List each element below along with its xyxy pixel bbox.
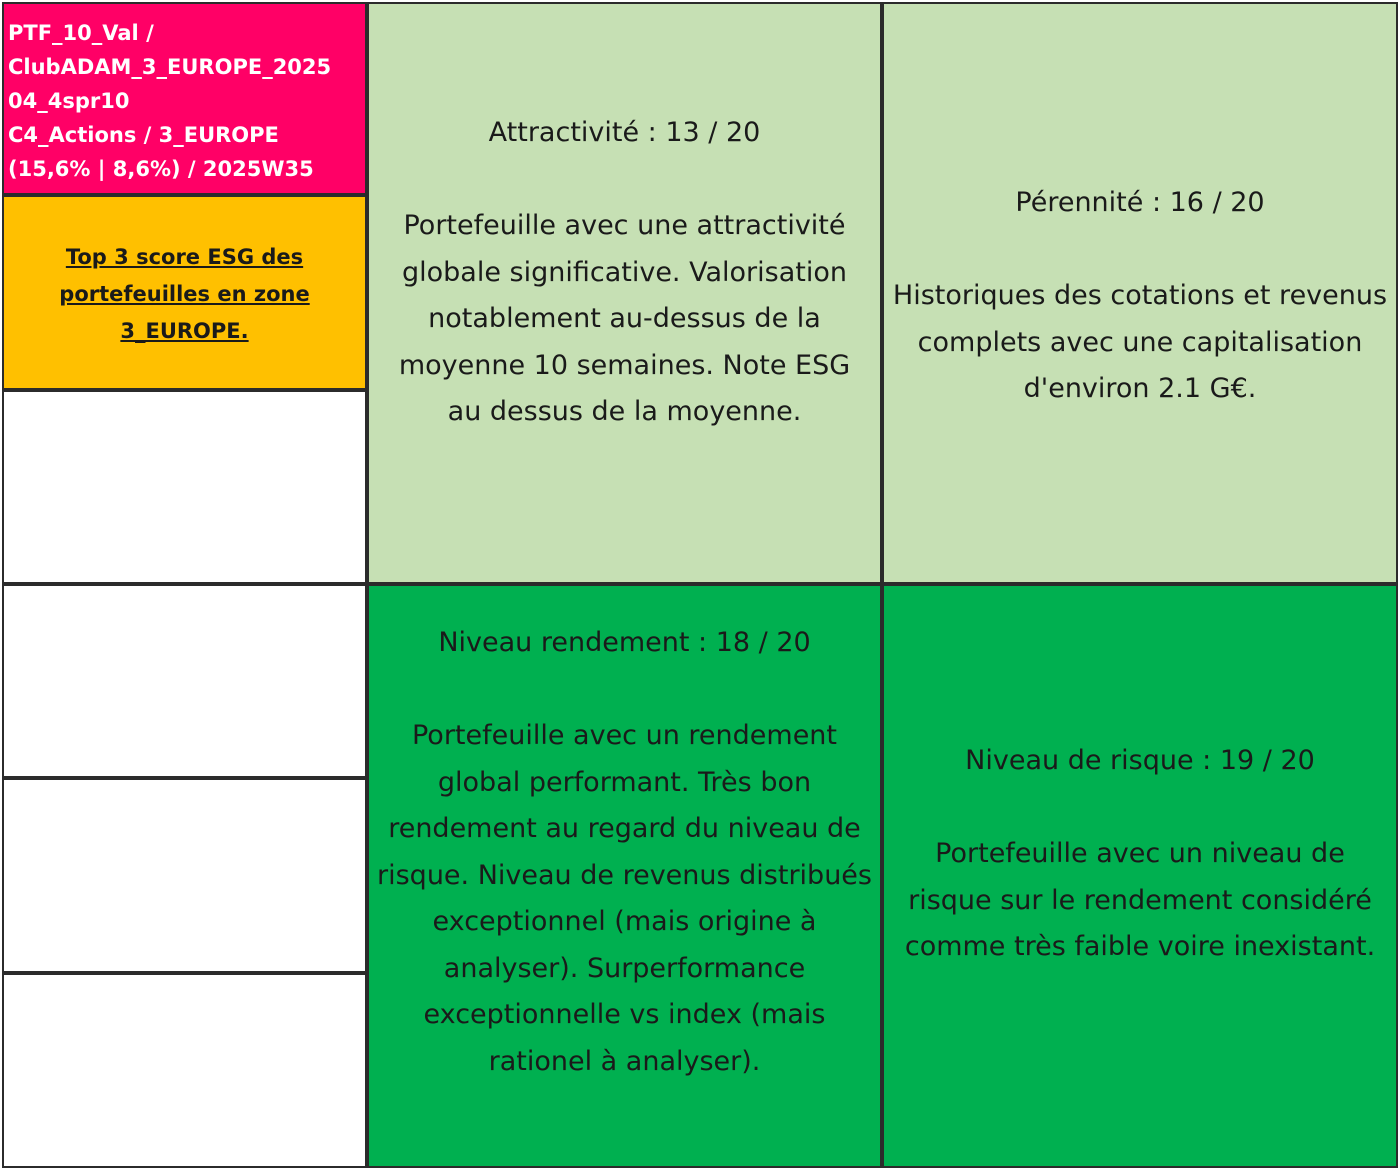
perennite-score: Pérennité : 16 / 20 bbox=[1015, 187, 1265, 218]
esg-title-cell bbox=[2, 195, 367, 390]
empty-cell-4 bbox=[2, 973, 367, 1168]
risque-score: Niveau de risque : 19 / 20 bbox=[965, 745, 1315, 776]
perennite-description: Historiques des cotations et revenus complets avec une capitalisation d'environ 2.1 G€. bbox=[892, 280, 1388, 404]
esg-title: Top 3 score ESG des portefeuilles en zone 3_EUROPE. bbox=[59, 245, 310, 343]
rendement-description: Portefeuille avec un rendement global performant. Très bon rendement au regard du niveau de risque. Niveau de revenus distribués exceptionnel (mais origine à analyser). Surperformance exceptionnelle vs index (mais rationel à analyser). bbox=[377, 720, 872, 1077]
empty-cell-3 bbox=[2, 778, 367, 973]
rendement-quadrant bbox=[367, 584, 882, 1168]
empty-cell-2 bbox=[2, 584, 367, 778]
portfolio-header-cell bbox=[2, 2, 367, 195]
risque-quadrant bbox=[882, 584, 1398, 1168]
attractivite-quadrant bbox=[367, 2, 882, 584]
attractivite-description: Portefeuille avec une attractivité globale significative. Valorisation notablement au-dessus de la moyenne 10 semaines. Note ESG au dessus de la moyenne. bbox=[398, 210, 851, 427]
risque-description: Portefeuille avec un niveau de risque sur le rendement considéré comme très faible voire inexistant. bbox=[904, 838, 1376, 962]
perennite-quadrant bbox=[882, 2, 1398, 584]
attractivite-score: Attractivité : 13 / 20 bbox=[488, 117, 761, 148]
empty-cell-1 bbox=[2, 390, 367, 584]
portfolio-label: PTF_10_Val / ClubADAM_3_EUROPE_2025 04_4spr10 C4_Actions / 3_EUROPE (15,6% | 8,6%) / 2025W35 bbox=[8, 21, 332, 181]
rendement-score: Niveau rendement : 18 / 20 bbox=[438, 627, 811, 658]
